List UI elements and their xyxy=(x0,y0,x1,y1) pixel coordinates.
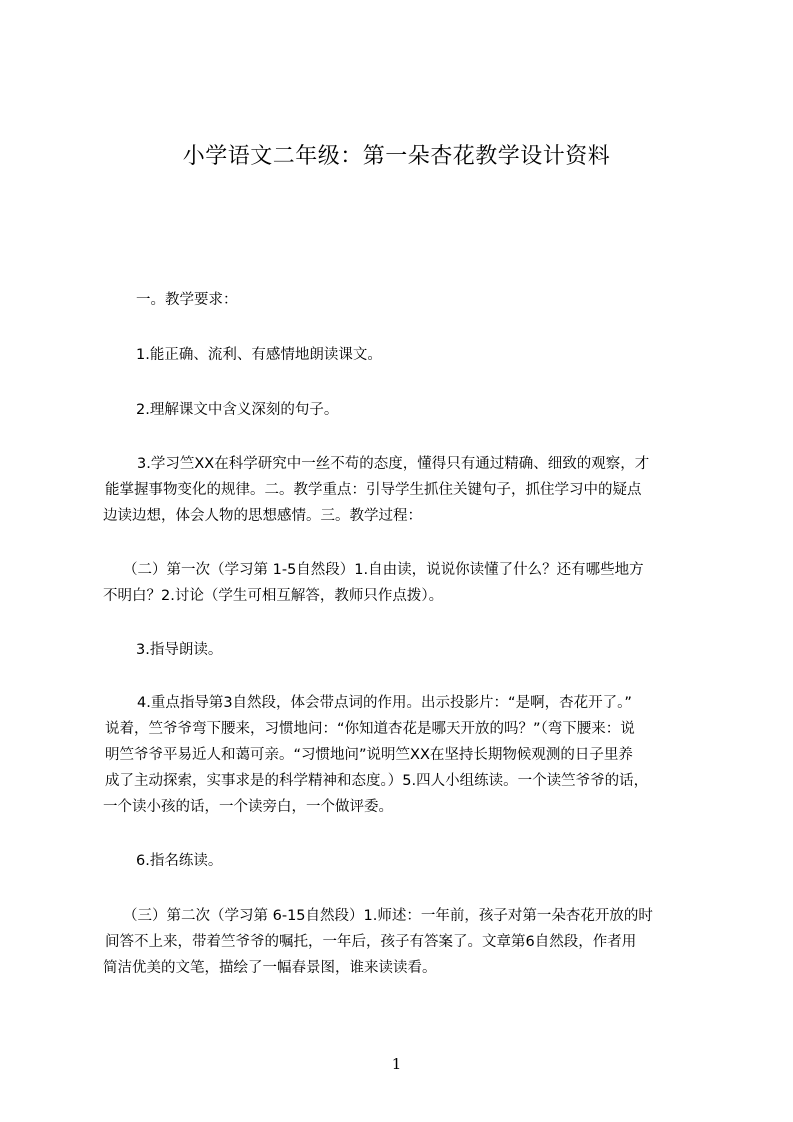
text-line: 间答不上来，带着竺爷爷的嘱托，一年后，孩子有答案了。文章第6自然段，作者用 xyxy=(105,934,637,950)
page-number: 1 xyxy=(391,1055,402,1073)
text-line: 3.指导朗读。 xyxy=(136,642,223,658)
named-practice-item xyxy=(136,848,736,874)
text-line: 成了主动探索，实事求是的科学精神和态度。）5.四人小组练读。一个读竺爷爷的话， xyxy=(105,773,649,789)
text-line: 4.重点指导第3自然段，体会带点词的作用。出示投影片：“是啊，杏花开了。” xyxy=(137,695,632,711)
text-line: 6.指名练读。 xyxy=(136,853,223,869)
text-line: 说着，竺爷爷弯下腰来，习惯地问：“你知道杏花是哪天开放的吗？”（弯下腰来：说 xyxy=(105,721,635,737)
text-line: 不明白？2.讨论（学生可相互解答，教师只作点拨）。 xyxy=(103,588,444,604)
requirement-item-2 xyxy=(136,397,736,423)
text-line: （三）第二次（学习第 6-15自然段）1.师述：一年前，孩子对第一朵杏花开放的时 xyxy=(123,908,653,924)
text-line: 3.学习竺XX在科学研究中一丝不苟的态度，懂得只有通过精确、细致的观察，才 xyxy=(137,456,650,472)
key-guidance-paragraph xyxy=(103,690,703,820)
document-title: 小学语文二年级：第一朵杏花教学设计资料 xyxy=(182,144,611,169)
text-line: 1.能正确、流利、有感情地朗读课文。 xyxy=(136,347,382,363)
requirement-item-3 xyxy=(103,451,703,529)
section-heading-teaching-requirements xyxy=(136,287,736,313)
text-line: 一。教学要求： xyxy=(136,292,238,308)
guided-reading-item xyxy=(136,637,736,663)
requirement-item-1 xyxy=(136,342,736,368)
text-line: 边读边想，体会人物的思想感情。三。教学过程： xyxy=(103,508,422,524)
text-line: 明竺爷爷平易近人和蔼可亲。“习惯地问”说明竺XX在坚持长期物候观测的日子里养 xyxy=(105,747,633,763)
text-line: 2.理解课文中含义深刻的句子。 xyxy=(136,402,339,418)
teaching-step-second-session xyxy=(103,903,703,981)
text-line: 简洁优美的文笔，描绘了一幅春景图，谁来读读看。 xyxy=(103,960,437,976)
text-line: 能掌握事物变化的规律。二。教学重点：引导学生抓住关键句子，抓住学习中的疑点 xyxy=(105,482,642,498)
teaching-step-first-session xyxy=(103,557,703,609)
text-line: （二）第一次（学习第 1-5自然段）1.自由读，说说你读懂了什么？还有哪些地方 xyxy=(123,562,644,578)
text-line: 一个读小孩的话，一个读旁白，一个做评委。 xyxy=(103,799,393,815)
